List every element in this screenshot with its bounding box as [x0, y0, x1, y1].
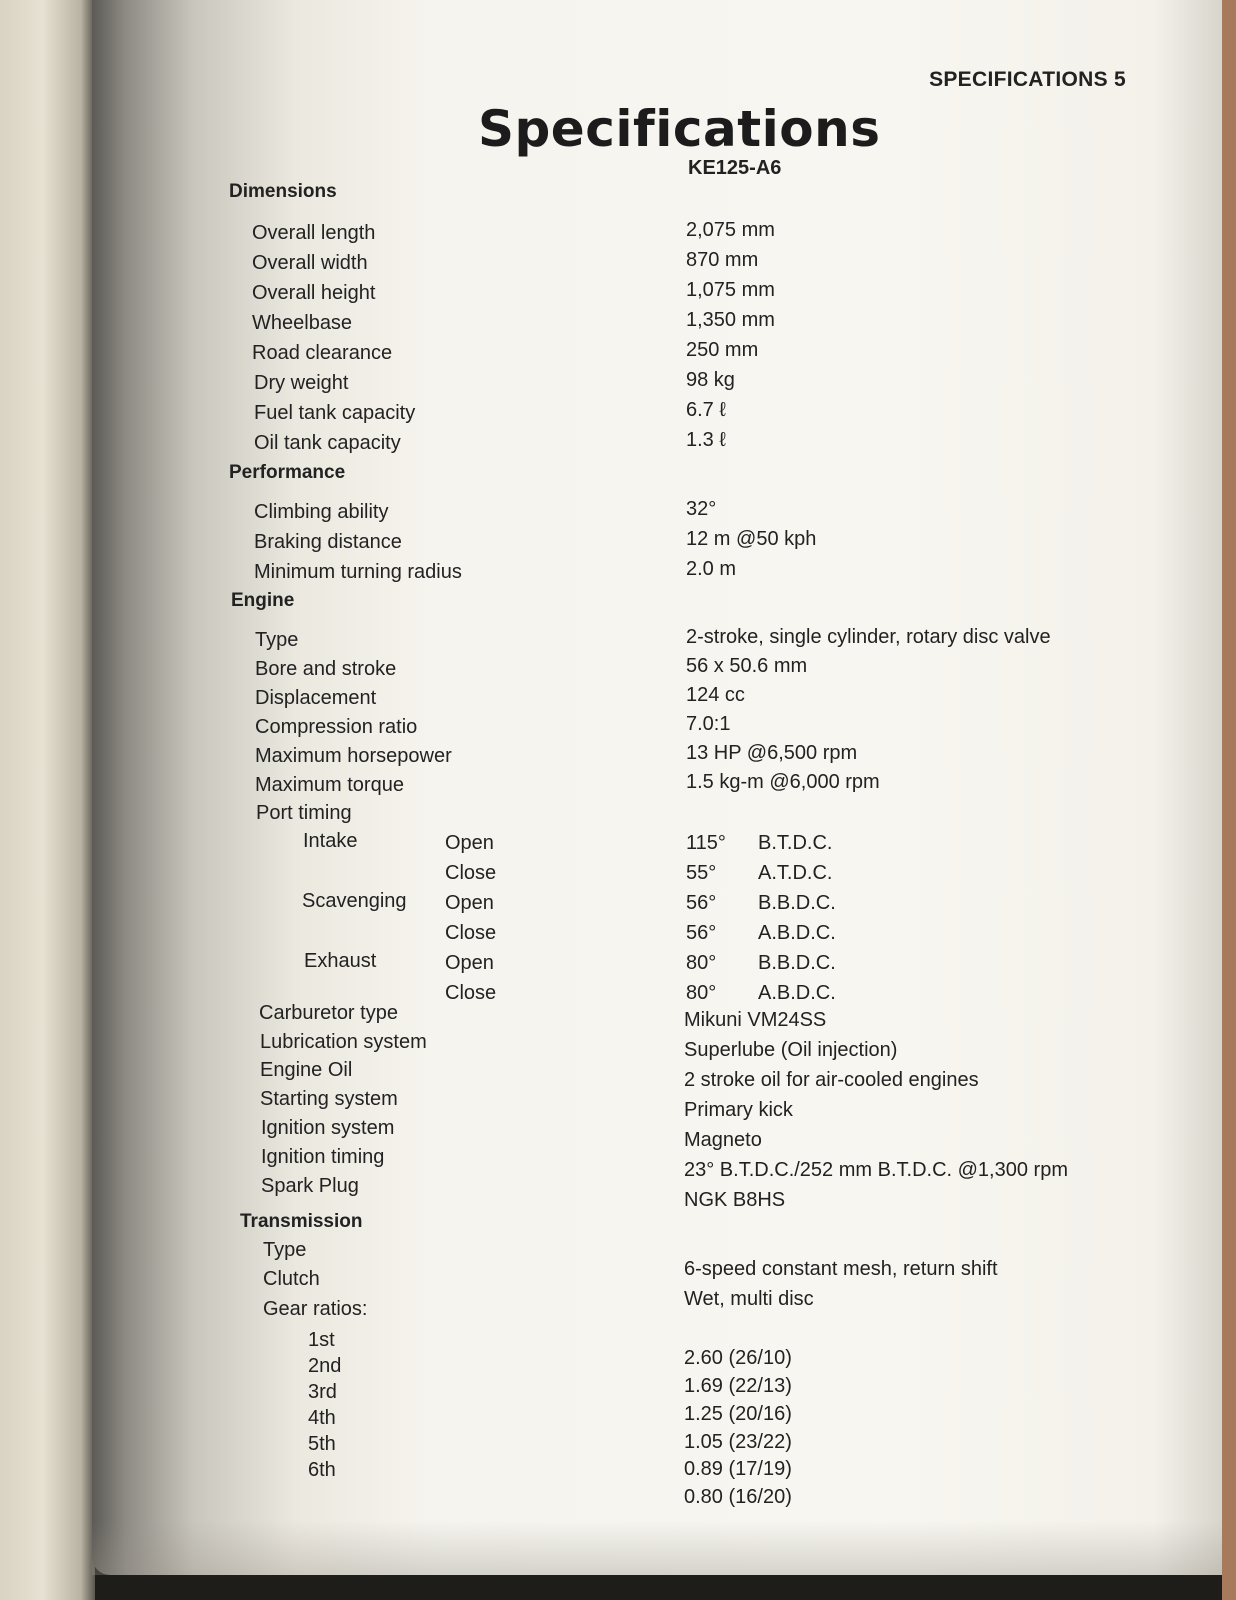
spec-value: Wet, multi disc	[684, 1288, 814, 1310]
gear-label: 2nd	[308, 1355, 342, 1377]
spec-value: 6.7 ℓ	[686, 399, 726, 421]
gear-ratio-value: 1.05 (23/22)	[684, 1431, 792, 1453]
spec-value: 6-speed constant mesh, return shift	[684, 1258, 998, 1280]
running-head: SPECIFICATIONS 5	[929, 68, 1126, 91]
spec-value: 12 m @50 kph	[686, 528, 817, 550]
gear-label: 3rd	[308, 1381, 337, 1403]
gear-label: 4th	[308, 1407, 336, 1429]
spec-label: Starting system	[260, 1088, 398, 1110]
spec-label: Type	[263, 1239, 307, 1261]
spec-value: 13 HP @6,500 rpm	[686, 742, 858, 764]
gear-ratio-value: 2.60 (26/10)	[684, 1347, 792, 1369]
port-reference: B.B.D.C.	[758, 952, 836, 974]
spec-label: Ignition system	[261, 1117, 395, 1139]
gear-label: 1st	[308, 1329, 335, 1351]
port-degrees: 55°	[686, 862, 717, 884]
gear-ratio-value: 1.69 (22/13)	[684, 1375, 792, 1397]
spec-value: Magneto	[684, 1129, 762, 1151]
spec-label: Braking distance	[254, 531, 402, 553]
section-heading-performance: Performance	[229, 462, 346, 483]
spec-label: Fuel tank capacity	[254, 402, 416, 424]
port-degrees: 80°	[686, 982, 717, 1004]
port-reference: A.B.D.C.	[758, 982, 836, 1004]
spec-value: 2,075 mm	[686, 219, 775, 241]
spec-label: Overall height	[252, 282, 376, 304]
spec-value: 1,350 mm	[686, 309, 775, 331]
port-name: Intake	[303, 830, 358, 852]
spec-value: 1,075 mm	[686, 279, 775, 301]
spec-label: Compression ratio	[255, 716, 418, 738]
section-heading-transmission: Transmission	[240, 1211, 363, 1232]
port-event: Close	[445, 982, 497, 1004]
spec-value: NGK B8HS	[684, 1189, 786, 1211]
port-name: Exhaust	[304, 950, 377, 972]
spec-label: Type	[255, 629, 299, 651]
spec-label: Maximum horsepower	[255, 745, 452, 767]
spec-label: Overall length	[252, 222, 376, 244]
spec-value: 56 x 50.6 mm	[686, 655, 808, 677]
spec-label-gear-ratios: Gear ratios:	[263, 1298, 368, 1320]
spec-value: Mikuni VM24SS	[684, 1009, 827, 1031]
spec-label: Ignition timing	[261, 1146, 385, 1168]
spec-label: Dry weight	[254, 372, 349, 394]
spec-value: 23° B.T.D.C./252 mm B.T.D.C. @1,300 rpm	[684, 1159, 1068, 1181]
port-event: Close	[445, 862, 497, 884]
section-heading-dimensions: Dimensions	[229, 181, 337, 202]
spec-label: Road clearance	[252, 342, 393, 364]
port-reference: A.B.D.C.	[758, 922, 836, 944]
gear-ratio-value: 1.25 (20/16)	[684, 1403, 792, 1425]
port-event: Open	[445, 892, 494, 914]
section-heading-engine: Engine	[231, 590, 295, 611]
spec-value: Primary kick	[684, 1099, 793, 1121]
spec-value: 1.5 kg-m @6,000 rpm	[686, 771, 880, 793]
port-event: Close	[445, 922, 497, 944]
spec-label: Oil tank capacity	[254, 432, 401, 454]
port-name: Scavenging	[302, 890, 407, 912]
port-event: Open	[445, 832, 494, 854]
spec-value: 1.3 ℓ	[686, 429, 726, 451]
spec-value: 124 cc	[686, 684, 745, 706]
spec-label: Engine Oil	[260, 1059, 353, 1081]
facing-page-edge	[0, 0, 95, 1600]
spec-value: 2-stroke, single cylinder, rotary disc valve	[686, 626, 1051, 648]
port-degrees: 56°	[686, 892, 717, 914]
spec-label: Lubrication system	[260, 1031, 427, 1053]
gear-ratio-value: 0.80 (16/20)	[684, 1486, 792, 1508]
port-degrees: 115°	[686, 832, 726, 854]
spec-value: 870 mm	[686, 249, 759, 271]
spec-value: 98 kg	[686, 369, 735, 391]
spec-value: 7.0:1	[686, 713, 731, 735]
spec-label: Displacement	[255, 687, 377, 709]
spec-label: Bore and stroke	[255, 658, 397, 680]
spec-label: Maximum torque	[255, 774, 404, 796]
spec-value: 32°	[686, 498, 717, 520]
gear-ratio-value: 0.89 (17/19)	[684, 1458, 792, 1480]
spec-label: Minimum turning radius	[254, 561, 462, 583]
spec-label: Wheelbase	[252, 312, 353, 334]
spec-value: 2 stroke oil for air-cooled engines	[684, 1069, 979, 1091]
model-code: KE125-A6	[688, 157, 782, 179]
spec-label: Carburetor type	[259, 1002, 398, 1024]
page-title: Specifications	[478, 100, 881, 158]
port-reference: A.T.D.C.	[758, 862, 833, 884]
spec-label: Clutch	[263, 1268, 320, 1290]
port-degrees: 56°	[686, 922, 717, 944]
spec-value: 250 mm	[686, 339, 759, 361]
spec-value: 2.0 m	[686, 558, 737, 580]
spec-label-port-timing: Port timing	[256, 802, 352, 824]
port-reference: B.T.D.C.	[758, 832, 833, 854]
port-reference: B.B.D.C.	[758, 892, 836, 914]
port-event: Open	[445, 952, 494, 974]
book-cover-edge	[1222, 0, 1236, 1600]
gear-label: 6th	[308, 1459, 336, 1481]
spec-label: Climbing ability	[254, 501, 389, 523]
port-degrees: 80°	[686, 952, 717, 974]
gear-label: 5th	[308, 1433, 336, 1455]
spec-value: Superlube (Oil injection)	[684, 1039, 898, 1061]
spec-label: Overall width	[252, 252, 368, 274]
spec-label: Spark Plug	[261, 1175, 359, 1197]
